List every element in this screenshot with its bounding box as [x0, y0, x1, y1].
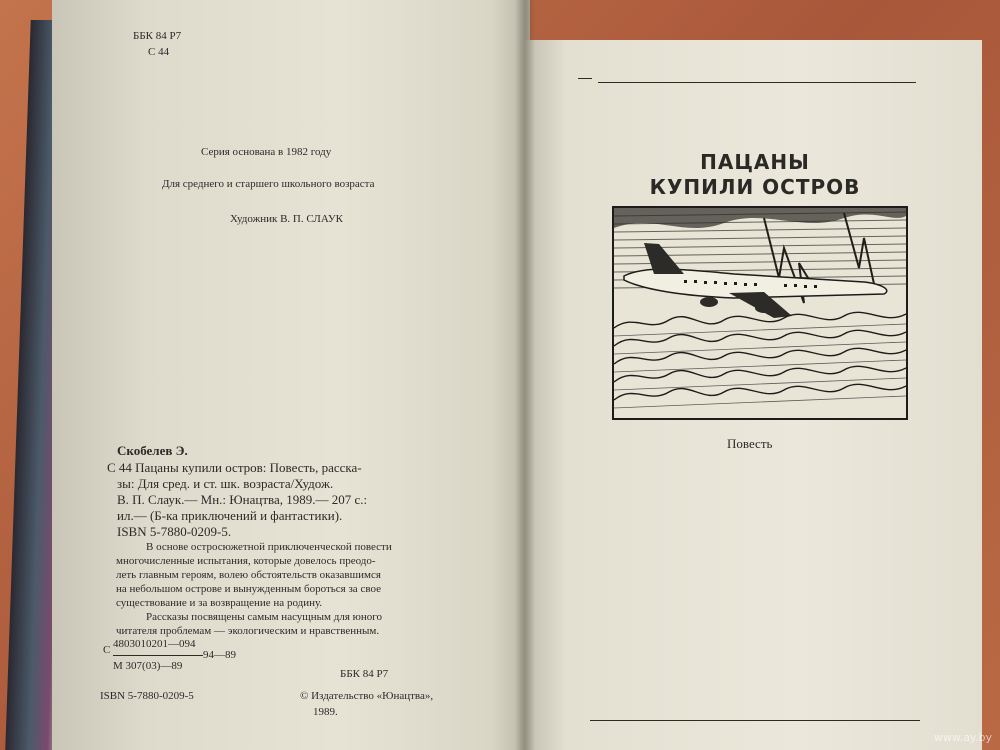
- index-bottom: М 307(03)—89: [113, 660, 183, 672]
- bbk-bottom: ББК 84 Р7: [340, 668, 389, 680]
- airplane-storm-engraving: [614, 208, 906, 418]
- annotation-line: на небольшом острове и вынужденным бороться за свое: [116, 583, 381, 595]
- book-title-line-1: ПАЦАНЫ: [700, 150, 810, 174]
- catalog-line: зы: Для сред. и ст. шк. возраста/Худож.: [117, 476, 334, 491]
- catalog-line: ил.— (Б-ка приключений и фантастики).: [117, 508, 343, 523]
- genre-label: Повесть: [727, 436, 773, 451]
- catalog-block: [107, 460, 467, 540]
- catalog-line: ISBN 5-7880-0209-5.: [117, 524, 232, 539]
- copyright-line: © Издательство «Юнацтва»,: [300, 690, 434, 702]
- index-top: 4803010201—094: [113, 638, 196, 650]
- classification-top: ББК 84 Р7: [133, 30, 182, 42]
- annotation-block: [116, 540, 456, 638]
- classification-code: С 44: [148, 46, 170, 58]
- audience-note: Для среднего и старшего школьного возраста: [162, 178, 375, 190]
- book-title-line-2: КУПИЛИ ОСТРОВ: [649, 175, 861, 199]
- artist-credit: Художник В. П. СЛАУК: [230, 213, 343, 225]
- index-fraction-rule: [113, 655, 203, 656]
- annotation-line: Рассказы посвящены самым насущным для юного: [146, 611, 383, 623]
- book-gutter: [515, 0, 535, 750]
- author-name: Скобелев Э.: [117, 443, 188, 458]
- index-letter: С: [103, 644, 111, 656]
- frontispiece-illustration: [612, 206, 908, 420]
- catalog-line: В. П. Слаук.— Мн.: Юнацтва, 1989.— 207 с.:: [117, 492, 368, 507]
- index-right: 94—89: [203, 649, 236, 661]
- top-rule-dash: [578, 78, 592, 79]
- watermark: www.ay.by: [933, 731, 992, 744]
- bottom-rule: [590, 720, 920, 721]
- top-rule: [598, 82, 916, 83]
- copyright-year: 1989.: [313, 706, 338, 718]
- annotation-line: леть главным героям, волею обстоятельств оказавшимся: [116, 569, 381, 581]
- annotation-line: многочисленные испытания, которые довелось преодо-: [116, 555, 376, 567]
- annotation-line: читателя проблемам — экологическим и нравственным.: [116, 625, 380, 637]
- series-founded: Серия основана в 1982 году: [201, 146, 332, 158]
- annotation-line: В основе остросюжетной приключенческой повести: [146, 541, 392, 553]
- annotation-line: существование и за возвращение на родину.: [116, 597, 323, 609]
- catalog-line: С 44 Пацаны купили остров: Повесть, расска-: [107, 460, 362, 475]
- isbn-bottom: ISBN 5-7880-0209-5: [100, 690, 194, 702]
